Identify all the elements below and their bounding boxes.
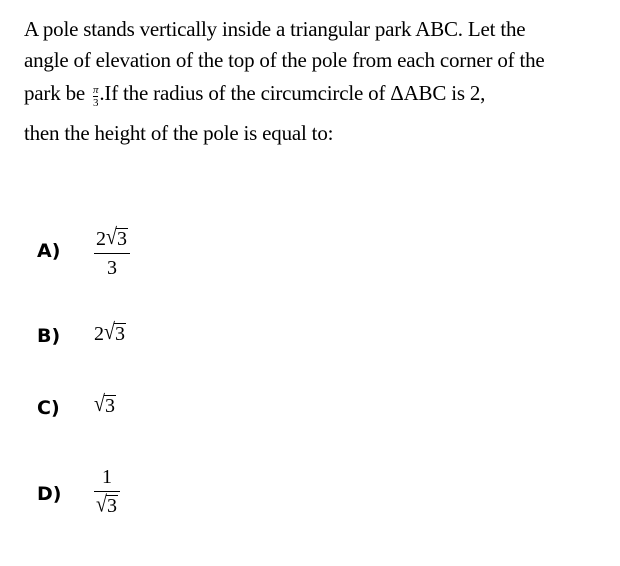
option-d-sqrt — [96, 491, 118, 517]
angle-fraction — [93, 85, 98, 109]
option-d-denominator — [94, 491, 120, 517]
option-a-fraction — [94, 224, 130, 279]
question-line-2: angle of elevation of the top of the pole from each corner of the — [24, 48, 545, 72]
option-a-sqrt — [106, 224, 128, 250]
option-a-numerator — [94, 224, 130, 253]
option-b-label: B) — [37, 325, 61, 347]
angle-denominator: 3 — [93, 97, 99, 110]
option-b-value — [94, 319, 126, 346]
option-a-coefficient: 2 — [96, 228, 106, 250]
option-a-value — [94, 224, 130, 280]
question-line-4: then the height of the pole is equal to: — [24, 121, 334, 145]
option-d-fraction — [94, 466, 120, 517]
radical-sign: √ — [104, 319, 115, 345]
question-line-3-end: .If the radius of the circumcircle of ΔABC is 2, — [99, 81, 486, 105]
option-d-value — [94, 466, 120, 518]
option-c-label: C) — [37, 397, 60, 419]
radical-sign: √ — [96, 491, 107, 517]
option-d-numerator: 1 — [101, 466, 112, 488]
option-d-label: D) — [37, 483, 62, 505]
option-b-sqrt — [104, 319, 126, 346]
option-a-denominator: 3 — [94, 253, 130, 279]
option-a-radicand: 3 — [116, 228, 127, 250]
radical-sign: √ — [106, 224, 117, 250]
option-b-radicand: 3 — [114, 323, 125, 345]
question-line-3 — [24, 76, 604, 122]
radical-sign: √ — [94, 391, 105, 417]
question-line-3-start: park be — [24, 81, 91, 105]
option-a-label: A) — [37, 240, 61, 262]
option-c-radicand: 3 — [104, 395, 115, 417]
question-text — [24, 14, 604, 153]
option-d-radicand: 3 — [106, 495, 117, 517]
option-c-sqrt — [94, 391, 116, 418]
option-c-value — [94, 391, 116, 418]
angle-numerator: π — [93, 84, 99, 97]
question-line-1: A pole stands vertically inside a triangular park ABC. Let the — [24, 17, 526, 41]
option-b-coefficient: 2 — [94, 323, 104, 345]
